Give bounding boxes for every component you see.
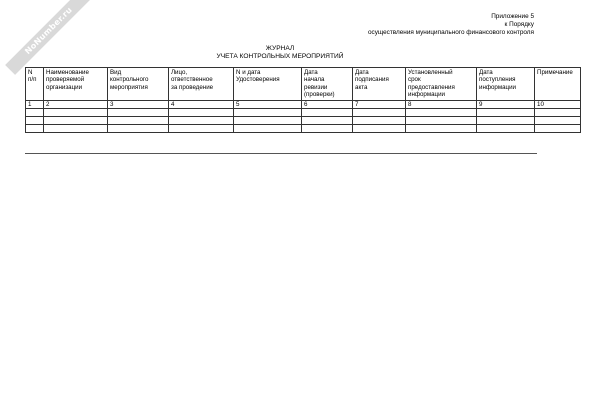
appendix-note	[368, 13, 534, 37]
table-cell	[234, 125, 302, 133]
table-cell	[169, 125, 234, 133]
document-title	[0, 45, 560, 61]
column-number-6: 6	[302, 101, 353, 109]
column-number-8: 8	[406, 101, 477, 109]
column-header-line: N и дата	[236, 69, 261, 76]
column-header-line: проверяемой	[46, 76, 85, 84]
column-header-2	[44, 68, 108, 101]
appendix-line-1: Приложение 5	[491, 13, 534, 20]
column-header-line: поступления	[479, 76, 516, 84]
table-cell	[406, 117, 477, 125]
column-header-line: начала	[304, 76, 325, 84]
title-line-1: ЖУРНАЛ	[265, 45, 295, 52]
table-cell	[234, 109, 302, 117]
journal-table	[25, 67, 581, 133]
column-header-10	[535, 68, 581, 101]
column-header-6	[302, 68, 353, 101]
table-cell	[234, 117, 302, 125]
column-header-5	[234, 68, 302, 101]
table-cell	[302, 117, 353, 125]
column-number-1: 1	[26, 101, 44, 109]
watermark-badge: NoNumber.ru	[5, 0, 93, 75]
column-header-line: Удостоверения	[236, 76, 280, 84]
table-cell	[26, 117, 44, 125]
table-cell	[353, 117, 406, 125]
table-cell	[302, 109, 353, 117]
column-header-line: акта	[355, 83, 368, 91]
column-header-line: мероприятия	[110, 83, 148, 91]
table-cell	[26, 109, 44, 117]
appendix-line-2: к Порядку	[504, 21, 534, 28]
column-header-4	[169, 68, 234, 101]
column-header-9	[477, 68, 535, 101]
column-header-line: информации	[408, 91, 445, 99]
column-header-line: ревизии	[304, 83, 328, 91]
column-header-line: ответственное	[171, 76, 213, 84]
column-header-line: организации	[46, 83, 83, 91]
column-header-1	[26, 68, 44, 101]
table-row	[26, 125, 581, 133]
table-cell	[26, 125, 44, 133]
column-number-9: 9	[477, 101, 535, 109]
column-number-7: 7	[353, 101, 406, 109]
column-header-line: Дата	[304, 69, 318, 76]
table-cell	[477, 125, 535, 133]
table-row	[26, 109, 581, 117]
table-cell	[406, 125, 477, 133]
column-header-line: Вид	[110, 69, 122, 76]
column-number-4: 4	[169, 101, 234, 109]
column-number-5: 5	[234, 101, 302, 109]
table-cell	[353, 125, 406, 133]
column-header-line: контрольного	[110, 76, 149, 84]
column-header-line: Дата	[355, 69, 369, 76]
column-header-line: Наименование	[46, 69, 89, 76]
column-number-3: 3	[108, 101, 169, 109]
title-line-2: УЧЕТА КОНТРОЛЬНЫХ МЕРОПРИЯТИЙ	[216, 53, 344, 60]
table-cell	[477, 117, 535, 125]
table-cell	[44, 125, 108, 133]
table-header-row	[26, 68, 581, 101]
table-cell	[535, 117, 581, 125]
column-header-line: подписания	[355, 76, 389, 84]
table-cell	[108, 117, 169, 125]
column-header-line: (проверки)	[304, 91, 335, 99]
column-number-2: 2	[44, 101, 108, 109]
table-cell	[169, 117, 234, 125]
table-cell	[353, 109, 406, 117]
column-header-3	[108, 68, 169, 101]
table-row	[26, 117, 581, 125]
table-cell	[302, 125, 353, 133]
table-cell	[406, 109, 477, 117]
column-header-line: N	[28, 69, 33, 76]
table-number-row	[26, 101, 581, 109]
table-cell	[535, 125, 581, 133]
bottom-separator-line	[25, 153, 537, 154]
table-cell	[108, 109, 169, 117]
column-header-7	[353, 68, 406, 101]
column-header-line: Дата	[479, 69, 493, 76]
column-header-line: Установленный	[408, 69, 453, 76]
table-cell	[169, 109, 234, 117]
column-header-8	[406, 68, 477, 101]
table-cell	[44, 117, 108, 125]
column-header-line: Лицо,	[171, 69, 188, 76]
appendix-line-3: осуществления муниципального финансового контроля	[367, 29, 534, 36]
column-header-line: информации	[479, 83, 516, 91]
column-number-10: 10	[535, 101, 581, 109]
table-cell	[477, 109, 535, 117]
table-cell	[108, 125, 169, 133]
column-header-line: п/п	[28, 76, 37, 84]
column-header-line: Примечание	[537, 69, 573, 76]
table-cell	[535, 109, 581, 117]
column-header-line: за проведение	[171, 83, 214, 91]
table-cell	[44, 109, 108, 117]
column-header-line: предоставления	[408, 83, 455, 91]
column-header-line: срок	[408, 76, 421, 84]
